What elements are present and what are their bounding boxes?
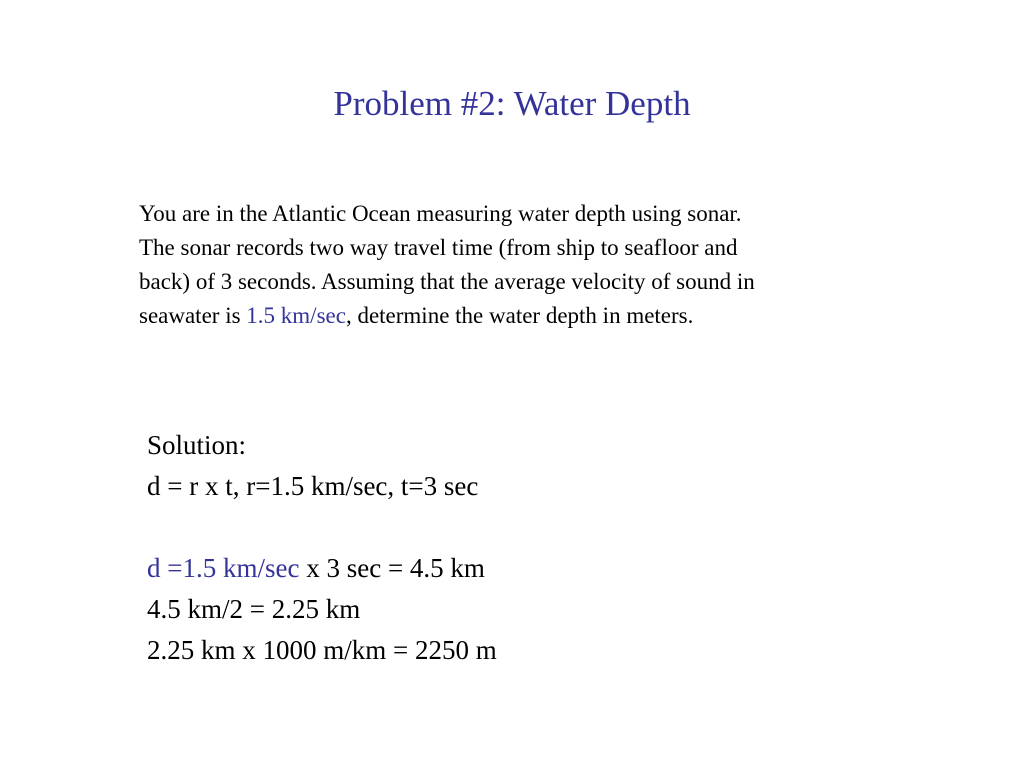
solution-step-3: 2.25 km x 1000 m/km = 2250 m <box>147 635 497 665</box>
solution-heading: Solution: <box>147 430 247 460</box>
solution-block <box>147 425 847 671</box>
solution-step-1-rest: x 3 sec = 4.5 km <box>299 553 485 583</box>
solution-spacer <box>147 507 847 548</box>
problem-line-4-prefix: seawater is <box>139 303 247 328</box>
solution-formula: d = r x t, r=1.5 km/sec, t=3 sec <box>147 471 479 501</box>
solution-step-2: 4.5 km/2 = 2.25 km <box>147 594 361 624</box>
solution-step-1 <box>147 548 847 589</box>
problem-line-3: back) of 3 seconds. Assuming that the average velocity of sound in <box>139 269 755 294</box>
problem-line-4 <box>139 299 929 333</box>
solution-step-1-highlight: d =1.5 km/sec <box>147 553 300 583</box>
slide-title: Problem #2: Water Depth <box>333 84 691 123</box>
velocity-highlight: 1.5 km/sec <box>246 303 346 328</box>
problem-line-1: You are in the Atlantic Ocean measuring water depth using sonar. <box>139 201 742 226</box>
problem-line-2: The sonar records two way travel time (from ship to seafloor and <box>139 235 738 260</box>
problem-line-4-suffix: , determine the water depth in meters. <box>345 303 694 328</box>
problem-statement <box>139 197 929 333</box>
